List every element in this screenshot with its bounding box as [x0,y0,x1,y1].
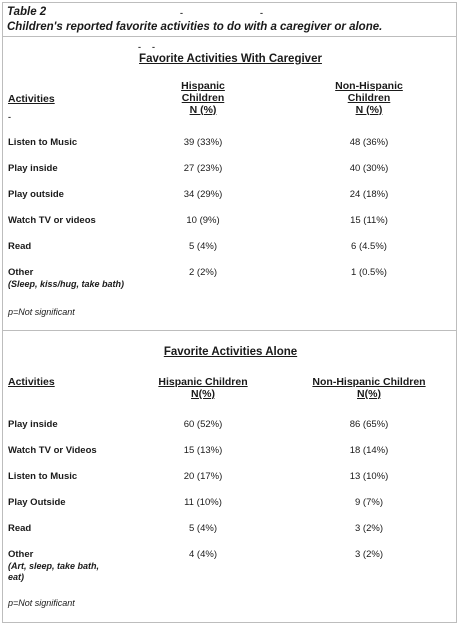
section2-row-value-nonhispanic: 3 (2%) [355,549,383,560]
section1-footnote: p=Not significant [8,307,75,317]
section1-activities-header: Activities [8,93,55,105]
section1-row-note: (Sleep, kiss/hug, take bath) [8,279,125,289]
stray-mark: - [180,8,183,18]
section1-row-value-nonhispanic: 40 (30%) [349,163,389,174]
section2-row-value-hispanic: 60 (52%) [183,419,223,430]
section1-row-value-nonhispanic: 24 (18%) [349,189,389,200]
section-divider [3,330,456,331]
section2-row-value-hispanic: 20 (17%) [183,471,223,482]
section2-row-label: Watch TV or Videos [8,445,97,456]
section2-row-value-hispanic: 11 (10%) [184,497,222,508]
header-divider [3,36,456,37]
section1-row-label: Other [8,267,34,278]
section1-row-value-hispanic: 10 (9%) [186,215,220,226]
stray-mark: - [138,42,141,52]
section1-row-value-nonhispanic: 1 (0.5%) [351,267,387,278]
section2-row-value-nonhispanic: 86 (65%) [349,419,389,430]
section2-row-label: Listen to Music [8,471,78,482]
section2-row-label: Play inside [8,419,58,430]
section2-row-value-nonhispanic: 3 (2%) [355,523,383,534]
section2-row-value-nonhispanic: 13 (10%) [349,471,389,482]
section2-row-label: Play Outside [8,497,66,508]
section2-footnote: p=Not significant [8,598,75,608]
section1-row-value-nonhispanic: 48 (36%) [349,137,389,148]
section2-row-value-hispanic: 15 (13%) [183,445,223,456]
section2-row-value-hispanic: 4 (4%) [189,549,217,560]
section1-row-value-nonhispanic: 6 (4.5%) [351,241,387,252]
section2-row-note: (Art, sleep, take bath, [8,561,100,571]
section1-row-label: Listen to Music [8,137,78,148]
section1-row-value-hispanic: 5 (4%) [189,241,217,252]
section2-col2-header: Non-Hispanic Children N(%) [312,376,426,400]
section1-row-value-hispanic: 2 (2%) [189,267,217,278]
section2-activities-header: Activities [8,376,55,388]
stray-mark: - [152,42,155,52]
section2-row-value-hispanic: 5 (4%) [189,523,217,534]
stray-mark: - [260,8,263,18]
table-caption: Children's reported favorite activities to do with a caregiver or alone. [7,21,383,33]
section1-row-value-hispanic: 39 (33%) [183,137,223,148]
section1-row-value-hispanic: 34 (29%) [183,189,223,200]
section1-row-value-nonhispanic: 15 (11%) [350,215,388,226]
section2-row-value-nonhispanic: 18 (14%) [349,445,389,456]
section2-row-value-nonhispanic: 9 (7%) [355,497,383,508]
section2-col1-header: Hispanic Children N(%) [158,376,248,400]
section2-row-note: eat) [8,572,25,582]
stray-mark: - [8,112,11,122]
section1-row-label: Read [8,241,32,252]
section1-row-label: Watch TV or videos [8,215,96,226]
section1-col2-header: Non-Hispanic Children N (%) [335,80,403,116]
section1-title: Favorite Activities With Caregiver [139,53,322,65]
section1-col1-header: Hispanic Children N (%) [181,80,225,116]
table-number: Table 2 [7,6,47,18]
section1-row-label: Play inside [8,163,58,174]
table-header [3,3,456,35]
section2-title: Favorite Activities Alone [163,346,298,358]
section2-row-label: Other [8,549,34,560]
section2-row-label: Read [8,523,32,534]
section1-row-label: Play outside [8,189,64,200]
section1-row-value-hispanic: 27 (23%) [183,163,223,174]
